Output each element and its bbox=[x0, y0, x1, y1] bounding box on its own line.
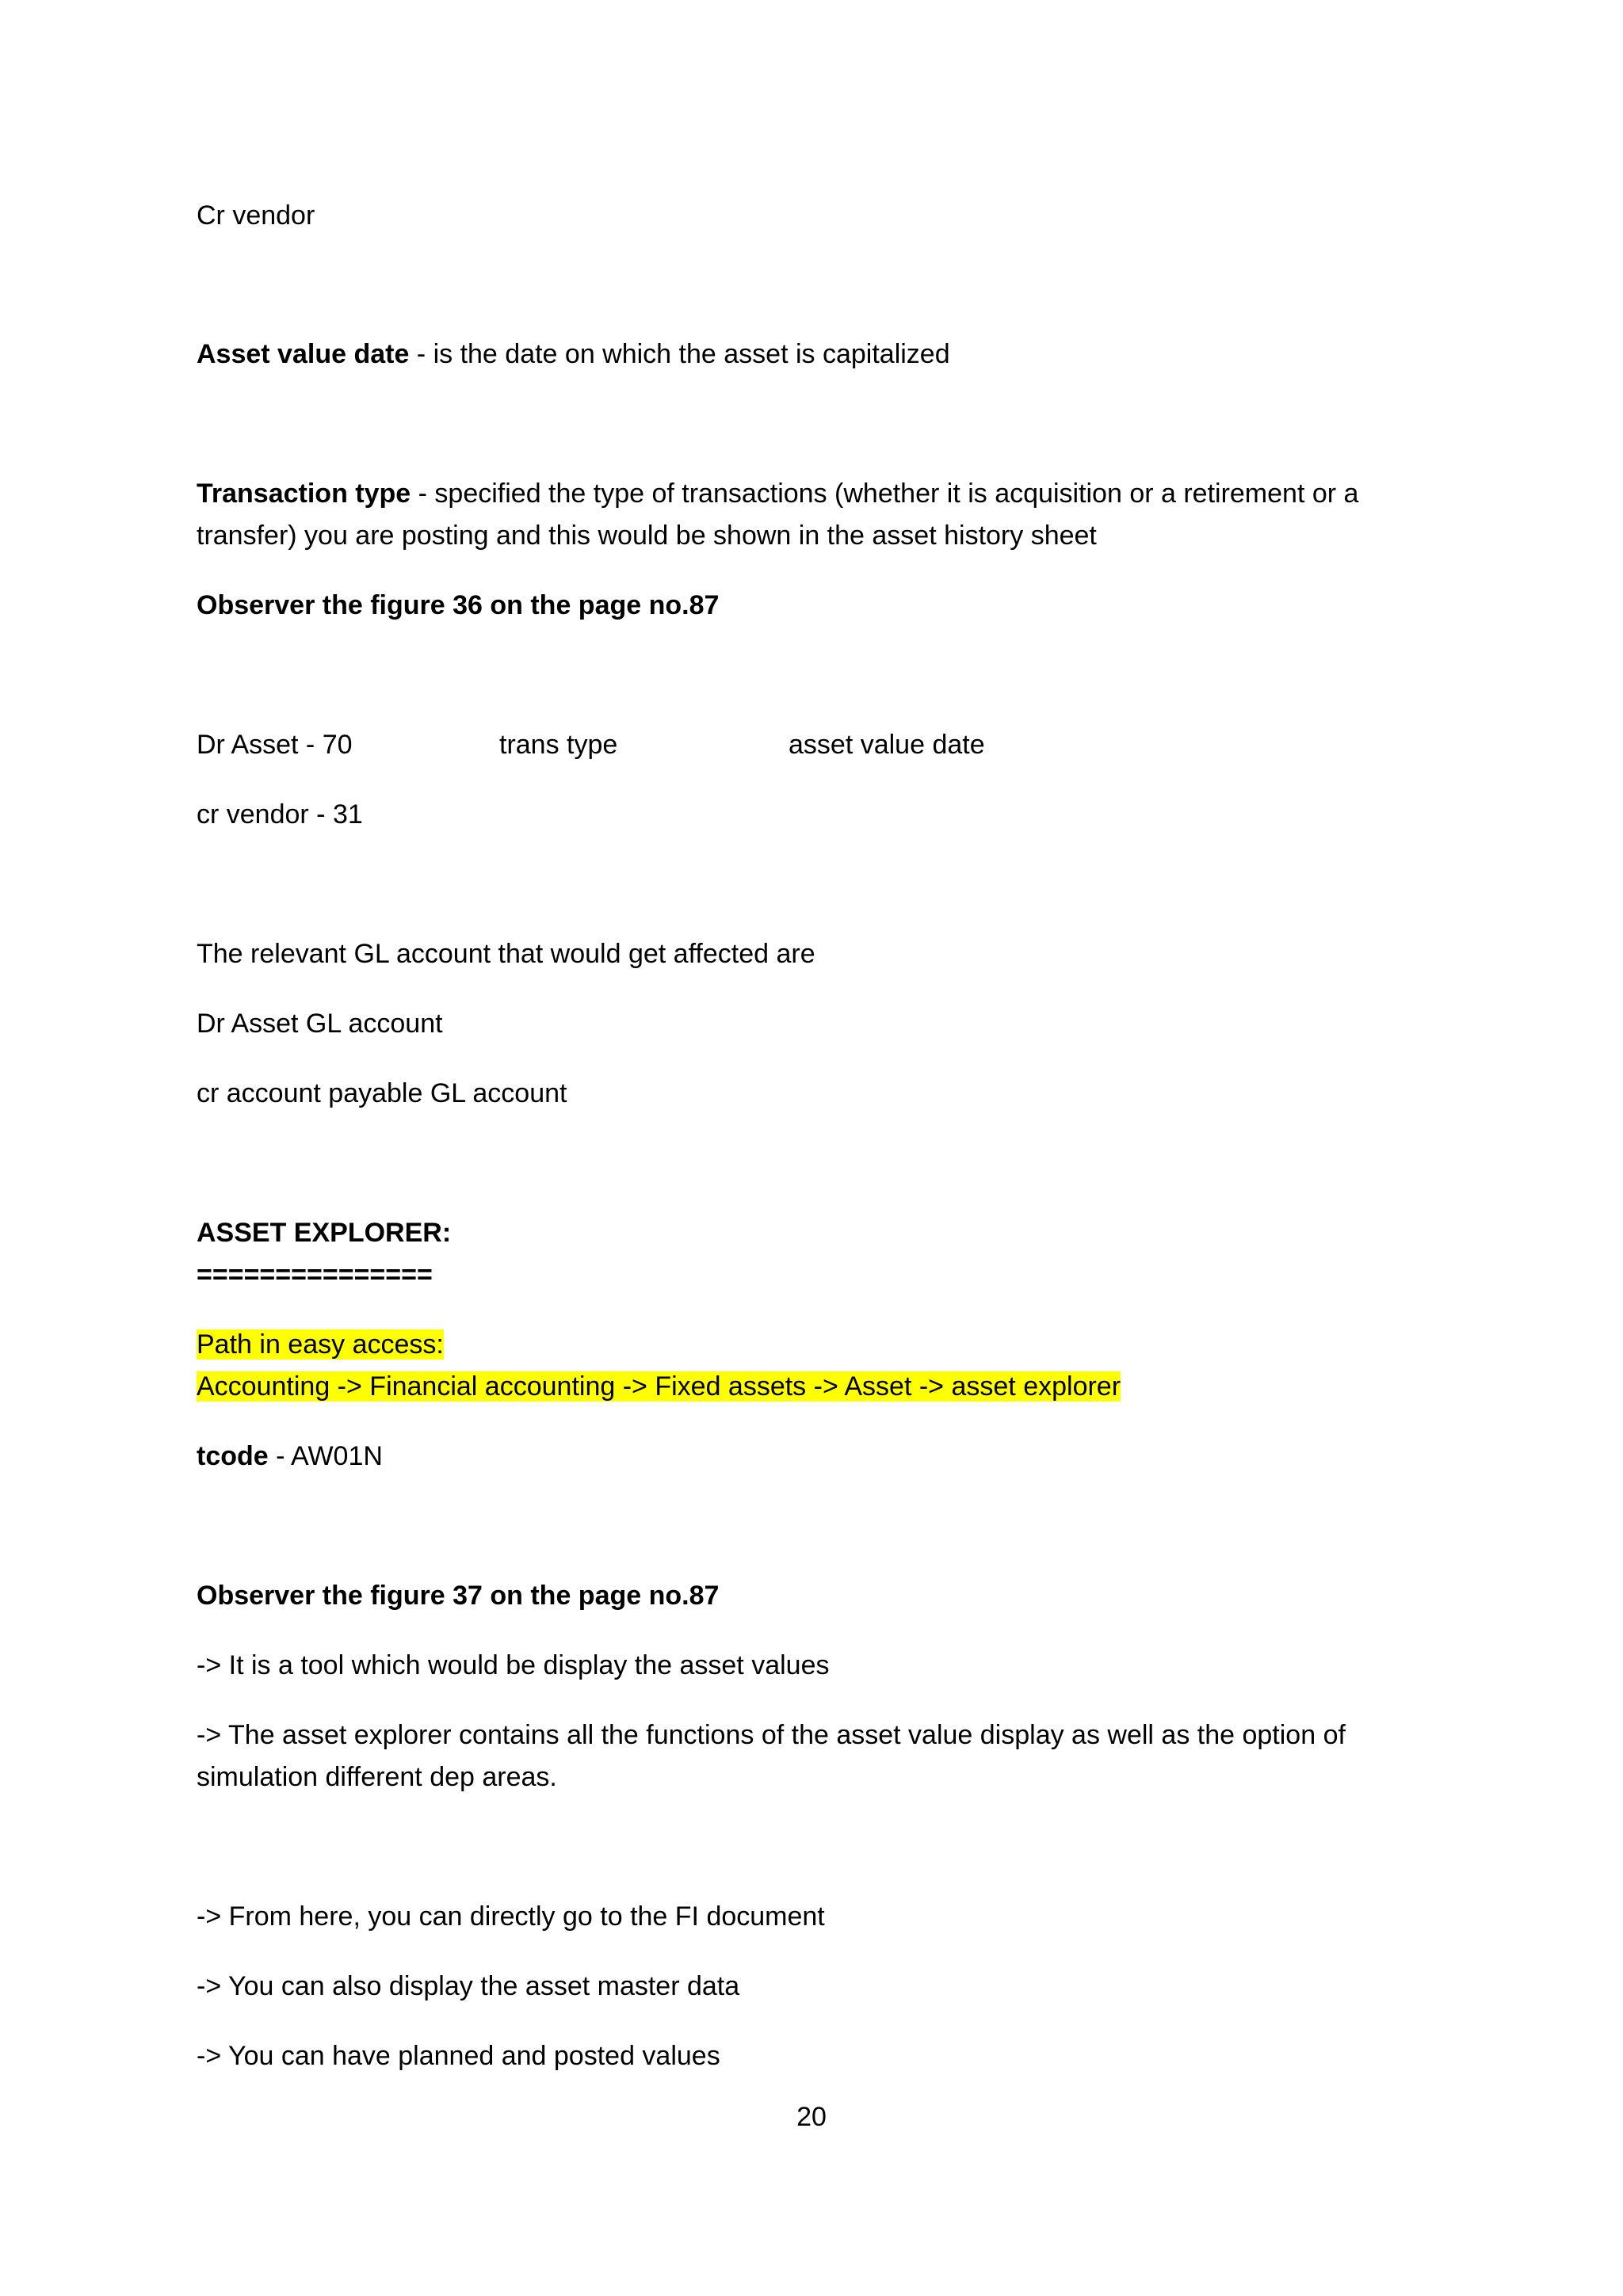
dr-asset-70: Dr Asset - 70 bbox=[197, 730, 353, 760]
tcode-line bbox=[197, 1435, 383, 1478]
bullet-fi-document: -> From here, you can directly go to the FI document bbox=[197, 1901, 825, 1932]
transaction-type-continuation: transfer) you are posting and this would be shown in the asset history sheet bbox=[197, 521, 1097, 551]
bullet-contains: -> The asset explorer contains all the functions of the asset value display as well as the option of bbox=[197, 1720, 1346, 1750]
path-label: Path in easy access: bbox=[197, 1329, 444, 1360]
bullet-master-data: -> You can also display the asset master data bbox=[197, 1971, 740, 2001]
page-number: 20 bbox=[796, 2102, 827, 2132]
cr-account-payable-line: cr account payable GL account bbox=[197, 1078, 567, 1108]
figure-36-reference: Observer the figure 36 on the page no.87 bbox=[197, 590, 720, 620]
bullet-tool: -> It is a tool which would be display the asset values bbox=[197, 1650, 830, 1680]
bullet-planned-posted: -> You can have planned and posted values bbox=[197, 2041, 720, 2071]
asset-value-date-term: Asset value date bbox=[197, 339, 410, 369]
trans-type-column: trans type bbox=[499, 730, 618, 760]
cr-vendor-line: Cr vendor bbox=[197, 200, 315, 231]
bullet-contains-continuation: simulation different dep areas. bbox=[197, 1762, 557, 1792]
figure-37-reference: Observer the figure 37 on the page no.87 bbox=[197, 1581, 720, 1611]
relevant-gl-line: The relevant GL account that would get affected are bbox=[197, 939, 815, 969]
transaction-type-term: Transaction type bbox=[197, 479, 411, 509]
asset-value-date-column: asset value date bbox=[789, 730, 985, 760]
cr-vendor-31: cr vendor - 31 bbox=[197, 799, 363, 830]
path-value-line bbox=[197, 1365, 1121, 1408]
dr-asset-gl-line: Dr Asset GL account bbox=[197, 1009, 443, 1039]
transaction-type-definition bbox=[197, 472, 1358, 515]
asset-explorer-heading: ASSET EXPLORER: bbox=[197, 1218, 452, 1248]
asset-value-date-text: - is the date on which the asset is capitalized bbox=[409, 339, 950, 369]
transaction-type-text: - specified the type of transactions (whether it is acquisition or a retirement or a bbox=[411, 479, 1359, 509]
asset-value-date-definition bbox=[197, 333, 950, 376]
path-label-line bbox=[197, 1323, 444, 1366]
path-value: Accounting -> Financial accounting -> Fixed assets -> Asset -> asset explorer bbox=[197, 1371, 1121, 1402]
tcode-term: tcode bbox=[197, 1441, 269, 1471]
heading-underline: =============== bbox=[197, 1260, 433, 1290]
tcode-value: - AW01N bbox=[268, 1441, 383, 1471]
